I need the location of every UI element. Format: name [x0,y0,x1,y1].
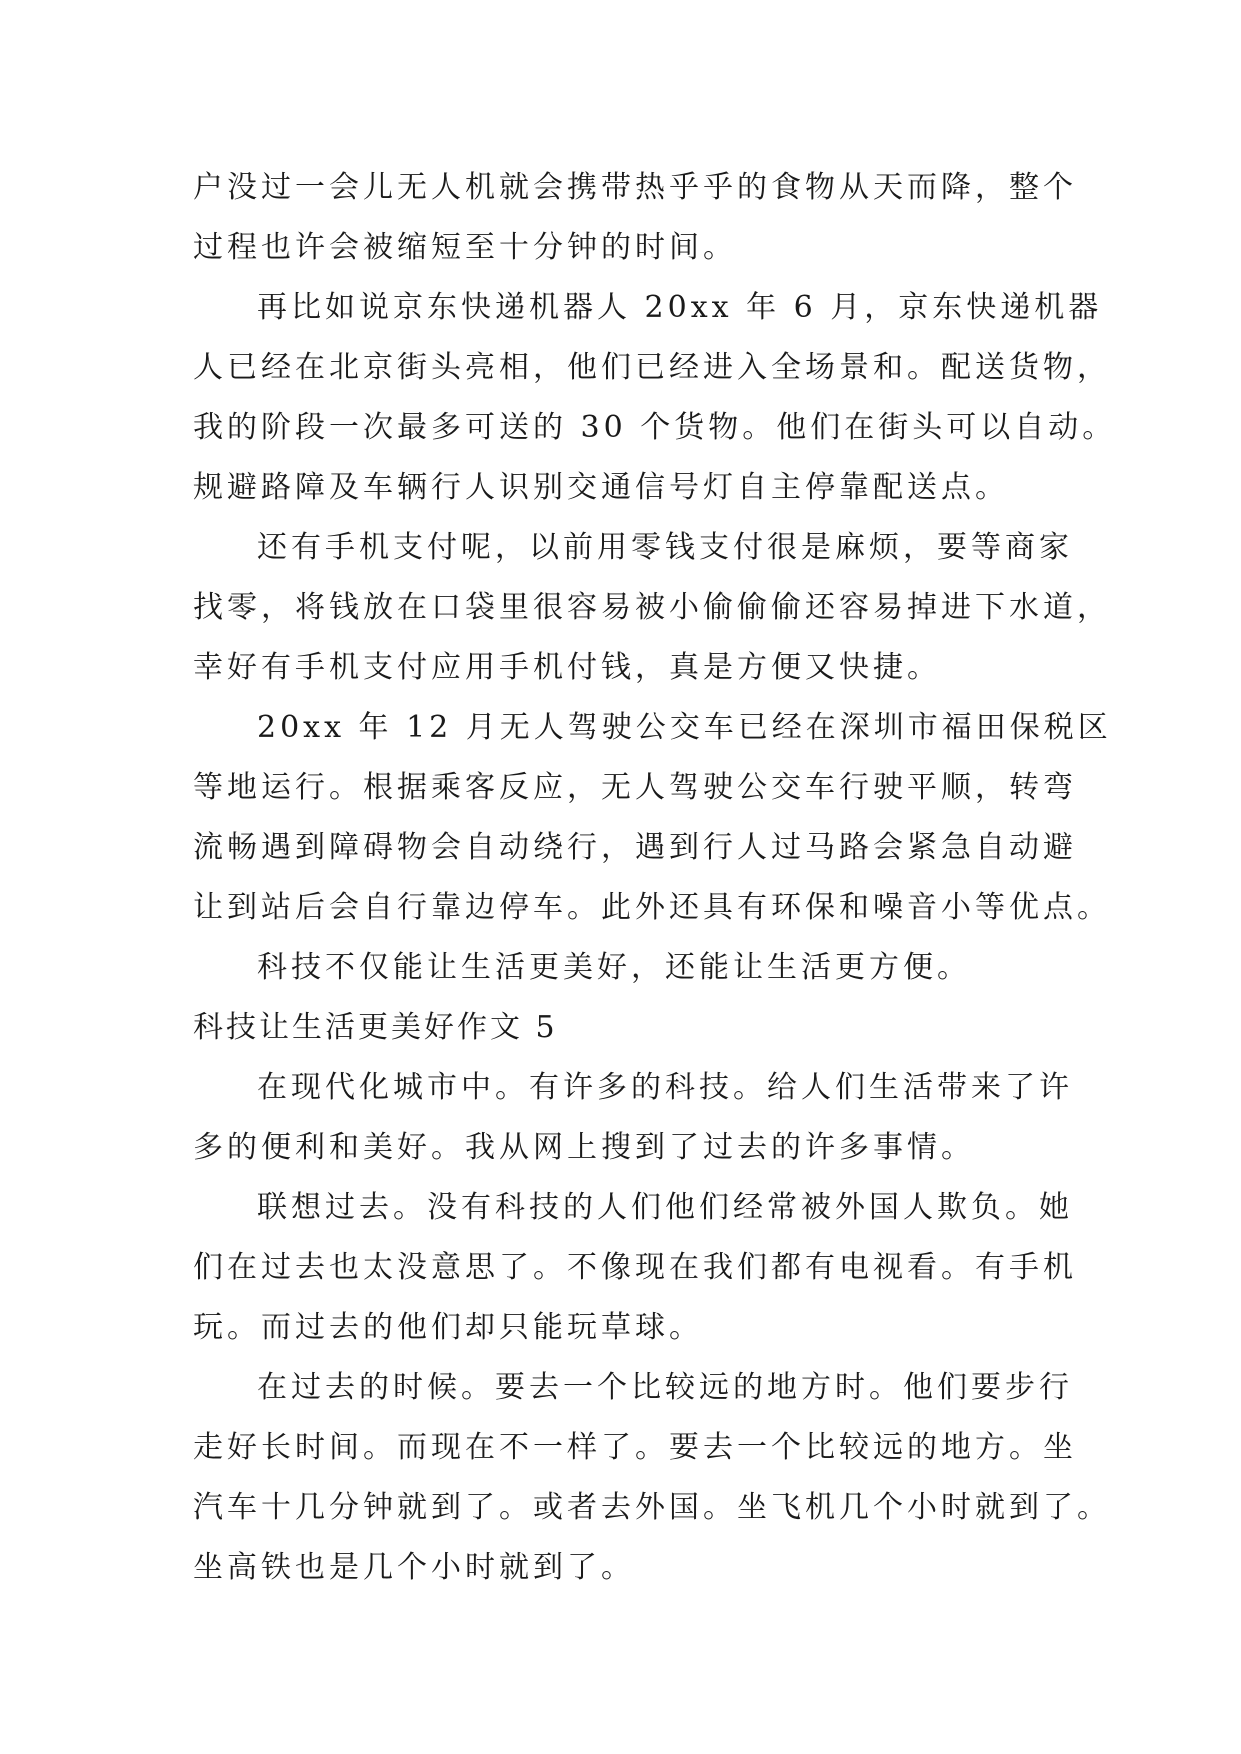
text-line: 等地运行。根据乘客反应，无人驾驶公交车行驶平顺，转弯 [193,770,1077,805]
text-line: 坐高铁也是几个小时就到了。 [193,1550,635,1585]
text-line: 人已经在北京街头亮相，他们已经进入全场景和。配送货物， [193,350,1111,385]
paragraph-start-line: 科技不仅能让生活更美好，还能让生活更方便。 [257,950,971,985]
document-body [193,158,1117,1598]
text-line: 户没过一会儿无人机就会携带热乎乎的食物从天而降，整个 [193,170,1077,205]
text-line: 让到站后会自行靠边停车。此外还具有环保和噪音小等优点。 [193,890,1111,925]
paragraph-start-line: 在过去的时候。要去一个比较远的地方时。他们要步行 [257,1370,1073,1405]
text-line: 规避路障及车辆行人识别交通信号灯自主停靠配送点。 [193,470,1009,505]
text-line: 过程也许会被缩短至十分钟的时间。 [193,230,737,265]
paragraph-start-line: 20xx 年 12 月无人驾驶公交车已经在深圳市福田保税区 [257,710,1112,745]
text-line: 汽车十几分钟就到了。或者去外国。坐飞机几个小时就到了。 [193,1490,1111,1525]
paragraph-start-line: 在现代化城市中。有许多的科技。给人们生活带来了许 [257,1070,1073,1105]
paragraph-start-line: 联想过去。没有科技的人们他们经常被外国人欺负。她 [257,1190,1073,1225]
text-line: 玩。而过去的他们却只能玩草球。 [193,1310,703,1345]
text-line: 流畅遇到障碍物会自动绕行，遇到行人过马路会紧急自动避 [193,830,1077,865]
paragraph-start-line: 还有手机支付呢，以前用零钱支付很是麻烦，要等商家 [257,530,1073,565]
text-line: 们在过去也太没意思了。不像现在我们都有电视看。有手机 [193,1250,1077,1285]
text-line: 走好长时间。而现在不一样了。要去一个比较远的地方。坐 [193,1430,1077,1465]
text-line: 幸好有手机支付应用手机付钱，真是方便又快捷。 [193,650,941,685]
text-line: 找零，将钱放在口袋里很容易被小偷偷偷还容易掉进下水道， [193,590,1111,625]
paragraph-start-line: 再比如说京东快递机器人 20xx 年 6 月，京东快递机器 [257,290,1103,325]
section-heading: 科技让生活更美好作文 5 [193,1010,558,1045]
text-line: 我的阶段一次最多可送的 30 个货物。他们在街头可以自动。 [193,410,1117,445]
text-line: 多的便利和美好。我从网上搜到了过去的许多事情。 [193,1130,975,1165]
